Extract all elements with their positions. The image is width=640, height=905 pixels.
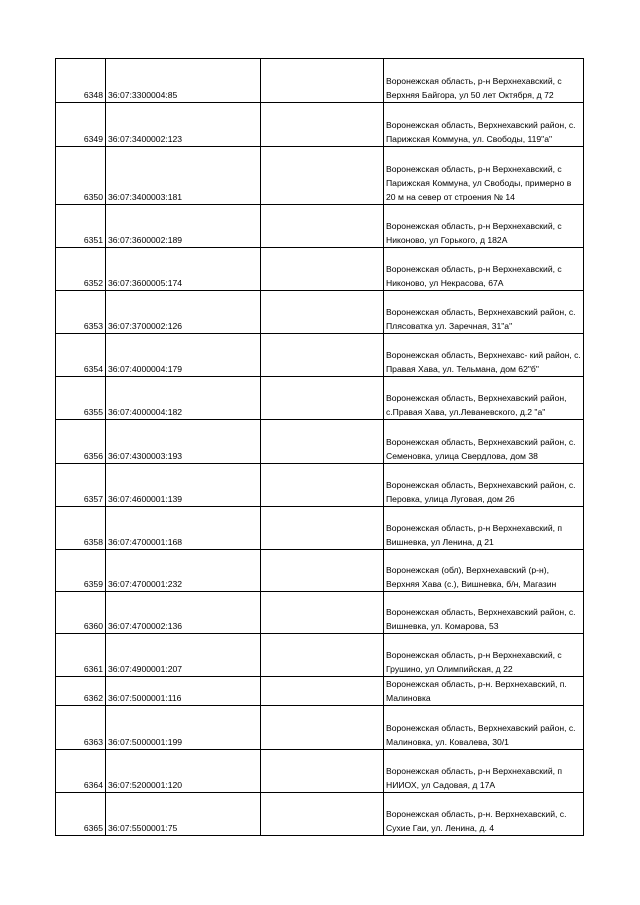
cadastral-number-cell: 36:07:4000004:179 [106,334,261,377]
row-number-cell: 6348 [56,59,106,103]
cadastral-number-cell: 36:07:4900001:207 [106,634,261,677]
cadastral-number-cell: 36:07:5500001:75 [106,793,261,836]
row-number-cell: 6353 [56,291,106,334]
address-cell: Воронежская область, Верхнехавский район, с. Вишневка, ул. Комарова, 53 [384,592,584,634]
address-cell: Воронежская область, р-н Верхнехавский, п НИИОХ, ул Садовая, д 17А [384,750,584,793]
empty-cell [261,677,384,706]
cadastral-number-cell: 36:07:3600002:189 [106,205,261,248]
table-row [56,377,584,420]
cadastral-number-cell: 36:07:3600005:174 [106,248,261,291]
empty-cell [261,291,384,334]
empty-cell [261,634,384,677]
empty-cell [261,377,384,420]
table-row [56,550,584,592]
address-cell: Воронежская область, р-н Верхнехавский, с Никоново, ул Горького, д 182А [384,205,584,248]
cadastral-number-cell: 36:07:4700002:136 [106,592,261,634]
table-row [56,677,584,706]
table-row [56,248,584,291]
address-cell: Воронежская область, Верхнехавский район, с. Малиновка, ул. Ковалева, 30/1 [384,706,584,750]
table-row [56,147,584,205]
table-row [56,205,584,248]
cadastral-number-cell: 36:07:5000001:199 [106,706,261,750]
row-number-cell: 6359 [56,550,106,592]
row-number-cell: 6357 [56,464,106,507]
address-cell: Воронежская область, Верхнехавс- кий район, с. Правая Хава, ул. Тельмана, дом 62"б" [384,334,584,377]
row-number-cell: 6361 [56,634,106,677]
empty-cell [261,507,384,550]
address-cell: Воронежская область, р-н. Верхнехавский, п. Малиновка [384,677,584,706]
row-number-cell: 6358 [56,507,106,550]
table-row [56,103,584,147]
empty-cell [261,592,384,634]
empty-cell [261,103,384,147]
cadastral-number-cell: 36:07:3400003:181 [106,147,261,205]
address-cell: Воронежская область, р-н Верхнехавский, с Верхняя Байгора, ул 50 лет Октября, д 72 [384,59,584,103]
address-cell: Воронежская область, Верхнехавский район, с. Парижская Коммуна, ул. Свободы, 119"а" [384,103,584,147]
row-number-cell: 6360 [56,592,106,634]
empty-cell [261,420,384,464]
empty-cell [261,334,384,377]
table-row [56,464,584,507]
cadastral-number-cell: 36:07:3700002:126 [106,291,261,334]
address-cell: Воронежская область, р-н Верхнехавский, с Никоново, ул Некрасова, 67А [384,248,584,291]
address-cell: Воронежская область, Верхнехавский район, с. Перовка, улица Луговая, дом 26 [384,464,584,507]
cadastral-number-cell: 36:07:5200001:120 [106,750,261,793]
row-number-cell: 6354 [56,334,106,377]
address-cell: Воронежская область, Верхнехавский район, с. Плясоватка ул. Заречная, 31"а" [384,291,584,334]
address-cell: Воронежская область, р-н Верхнехавский, п Вишневка, ул Ленина, д 21 [384,507,584,550]
registry-table [55,58,584,836]
address-cell: Воронежская область, р-н. Верхнехавский, с. Сухие Гаи, ул. Ленина, д. 4 [384,793,584,836]
cadastral-number-cell: 36:07:4000004:182 [106,377,261,420]
address-cell: Воронежская область, Верхнехавский район, с.Правая Хава, ул.Леваневского, д.2 "а" [384,377,584,420]
cadastral-number-cell: 36:07:4700001:168 [106,507,261,550]
table-row [56,706,584,750]
cadastral-number-cell: 36:07:4700001:232 [106,550,261,592]
empty-cell [261,750,384,793]
empty-cell [261,205,384,248]
row-number-cell: 6352 [56,248,106,291]
row-number-cell: 6364 [56,750,106,793]
address-cell: Воронежская (обл), Верхнехавский (р-н), Верхняя Хава (с.), Вишневка, б/н, Магазин [384,550,584,592]
row-number-cell: 6356 [56,420,106,464]
table-row [56,793,584,836]
row-number-cell: 6349 [56,103,106,147]
row-number-cell: 6351 [56,205,106,248]
table-row [56,750,584,793]
cadastral-number-cell: 36:07:3300004:85 [106,59,261,103]
row-number-cell: 6365 [56,793,106,836]
address-cell: Воронежская область, Верхнехавский район, с. Семеновка, улица Свердлова, дом 38 [384,420,584,464]
cadastral-number-cell: 36:07:3400002:123 [106,103,261,147]
row-number-cell: 6362 [56,677,106,706]
empty-cell [261,706,384,750]
empty-cell [261,59,384,103]
row-number-cell: 6350 [56,147,106,205]
address-cell: Воронежская область, р-н Верхнехавский, с Грушино, ул Олимпийская, д 22 [384,634,584,677]
address-cell: Воронежская область, р-н Верхнехавский, с Парижская Коммуна, ул Свободы, примерно в 20 м на север от строения № 14 [384,147,584,205]
empty-cell [261,248,384,291]
empty-cell [261,793,384,836]
empty-cell [261,464,384,507]
table-row [56,291,584,334]
table-row [56,59,584,103]
table-row [56,592,584,634]
empty-cell [261,147,384,205]
row-number-cell: 6363 [56,706,106,750]
table-row [56,420,584,464]
table-row [56,507,584,550]
empty-cell [261,550,384,592]
table-row [56,634,584,677]
registry-table-body [56,59,584,836]
row-number-cell: 6355 [56,377,106,420]
table-row [56,334,584,377]
cadastral-number-cell: 36:07:5000001:116 [106,677,261,706]
cadastral-number-cell: 36:07:4600001:139 [106,464,261,507]
cadastral-number-cell: 36:07:4300003:193 [106,420,261,464]
